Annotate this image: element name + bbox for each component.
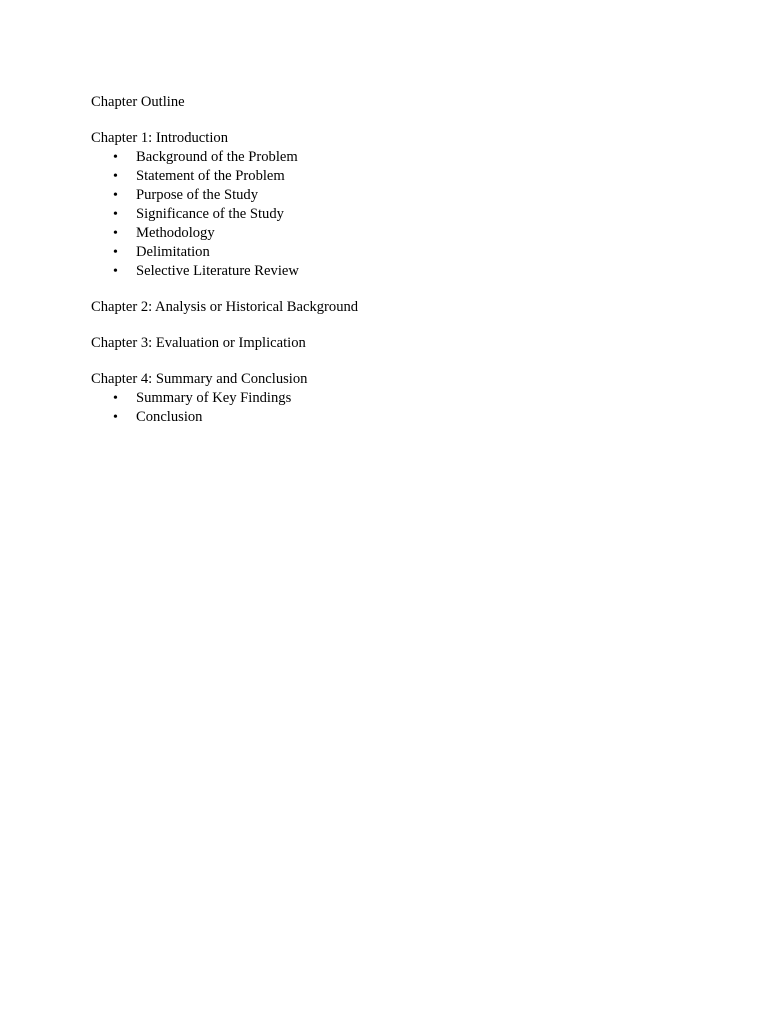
list-item [91,243,728,262]
bullet-icon: • [113,188,118,203]
bullet-icon: • [113,169,118,184]
bullet-icon: • [113,150,118,165]
list-item-text: Background of the Problem [136,149,298,165]
chapter-heading: Chapter 1: Introduction [91,130,228,146]
list-item [91,205,728,224]
list-item [91,167,728,186]
list-item [91,224,728,243]
list-item [91,408,728,427]
list-item-text: Statement of the Problem [136,168,285,184]
chapter-1 [91,129,728,281]
chapter-4 [91,370,728,427]
list-item-text: Summary of Key Findings [136,390,292,406]
chapter-2 [91,298,728,317]
list-item [91,148,728,167]
bullet-icon: • [113,207,118,222]
document-title: Chapter Outline [91,94,185,110]
bullet-icon: • [113,410,118,425]
bullet-icon: • [113,245,118,260]
list-item [91,262,728,281]
list-item-text: Delimitation [136,244,210,260]
bullet-icon: • [113,226,118,241]
chapter-heading: Chapter 2: Analysis or Historical Background [91,299,359,315]
document-page [91,93,728,444]
bullet-icon: • [113,264,118,279]
list-item [91,389,728,408]
chapter-heading: Chapter 3: Evaluation or Implication [91,335,306,351]
list-item-text: Conclusion [136,409,203,425]
list-item-text: Purpose of the Study [136,187,259,203]
chapter-1-topic-list [91,148,728,281]
chapter-heading: Chapter 4: Summary and Conclusion [91,371,308,387]
list-item-text: Significance of the Study [136,206,284,222]
chapter-3 [91,334,728,353]
list-item-text: Selective Literature Review [136,263,299,279]
bullet-icon: • [113,391,118,406]
chapter-4-topic-list [91,389,728,427]
list-item [91,186,728,205]
list-item-text: Methodology [136,225,215,241]
